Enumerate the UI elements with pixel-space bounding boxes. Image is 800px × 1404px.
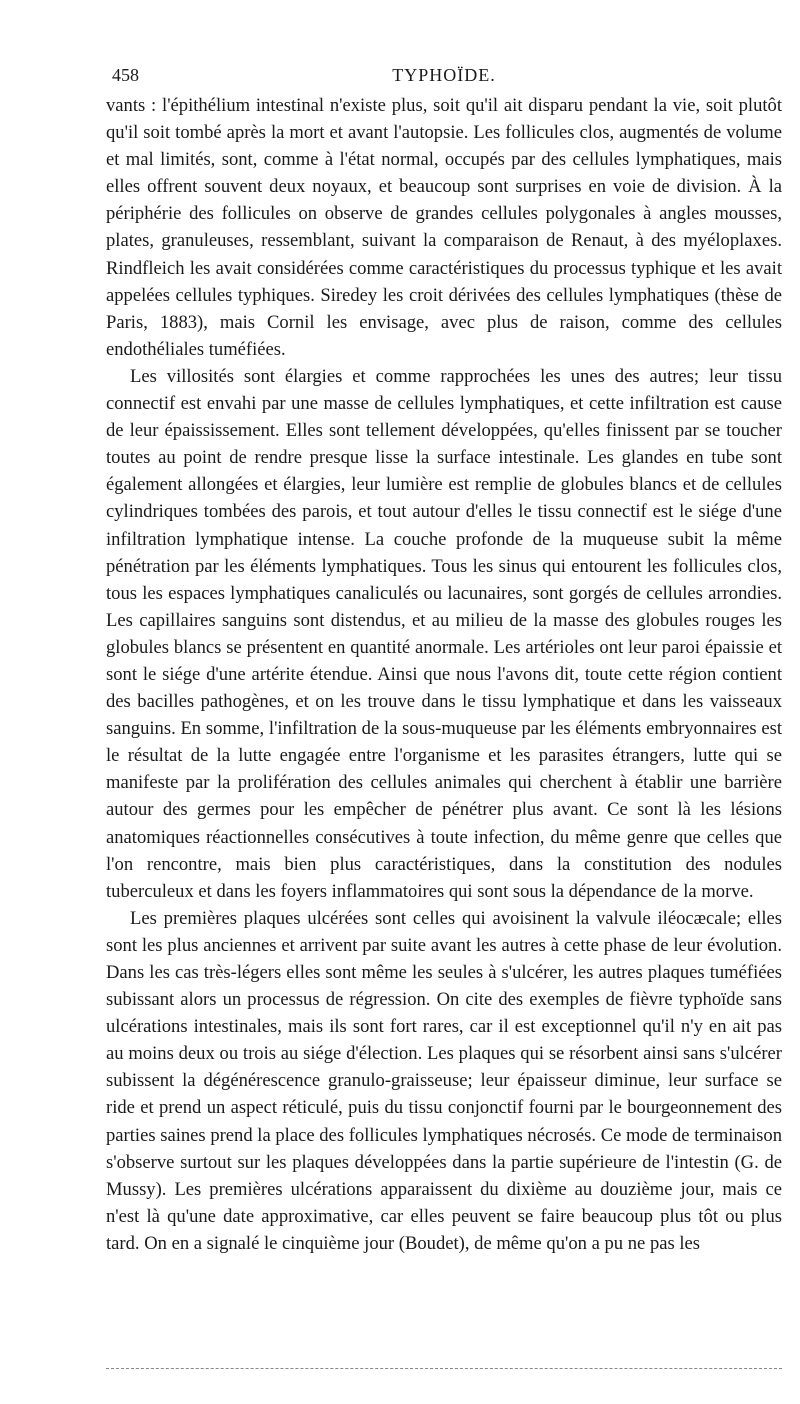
paragraph-plaques: Les premières plaques ulcérées sont celles qui avoisinent la valvule iléocæcale; elles sont les plus anciennes et arrivent par suite avant les autres à cette phase de leur évolution. Dans les cas très-légers elles sont même les seules à s'ulcérer, les autres plaques tuméfiées subissant alors un processus de régression. On cite des exemples de fièvre typhoïde sans ulcérations intestinales, mais ils sont fort rares, car il est exceptionnel qu'il n'y en ait pas au moins deux ou trois au siége d'élection. Les plaques qui se résorbent ainsi sans s'ulcérer subissent la dégénérescence granulo-graisseuse; leur épaisseur diminue, leur surface se ride et prend un aspect réticulé, puis du tissu conjonctif fourni par le bourgeonnement des parties saines prend la place des follicules lymphatiques nécrosés. Ce mode de terminaison s'observe surtout sur les plaques développées dans la partie supérieure de l'intestin (G. de Mussy). Les premières ulcérations apparaissent du dixième au douzième jour, mais ce n'est là qu'une date approximative, car elles peuvent se faire beaucoup plus tôt ou plus tard. On en a signalé le cinquième jour (Boudet), de même qu'on a pu ne pas les (106, 907, 782, 1254)
body-text (106, 92, 782, 1257)
document-page (106, 62, 782, 1257)
paragraph-villosites: Les villosités sont élargies et comme rapprochées les unes des autres; leur tissu connectif est envahi par une masse de cellules lymphatiques, et cette infiltration est cause de leur épaississement. Elles sont tellement développées, qu'elles finissent par se toucher toutes au point de rendre presque lisse la surface intestinale. Les glandes en tube sont également allongées et élargies, leur lumière est remplie de globules blancs et de cellules cylindriques tombées des parois, et tout autour d'elles le tissu connectif est le siége d'une infiltration lymphatique intense. La couche profonde de la muqueuse subit la même pénétration par les éléments lymphatiques. Tous les sinus qui entourent les follicules clos, tous les espaces lymphatiques canaliculés ou lacunaires, sont gorgés de cellules arrondies. Les capillaires sanguins sont distendus, et au milieu de la masse des globules rouges les globules blancs se présentent en quantité anormale. Les artérioles ont leur paroi épaissie et sont le siége d'une artérite étendue. Ainsi que nous l'avons dit, toute cette région contient des bacilles pathogènes, et on les trouve dans le tissu lymphatique et dans les vaisseaux sanguins. En somme, l'infiltration de la sous-muqueuse par les éléments embryonnaires est le résultat de la lutte engagée entre l'organisme et les parasites étrangers, lutte qui se manifeste par la prolifération des cellules animales qui cherchent à établir une barrière autour des germes pour les empêcher de pénétrer plus avant. Ce sont là les lésions anatomiques réactionnelles consécutives à toute infection, du même genre que celles que l'on rencontre, mais bien plus caractéristiques, dans la constitution des nodules tuberculeux et dans les foyers inflammatoires qui sont sous la dépendance de la morve. (106, 365, 782, 902)
page-number: 458 (112, 65, 139, 85)
page-header (106, 62, 782, 88)
footer-dotted-rule (106, 1368, 782, 1369)
running-title: TYPHOÏDE. (392, 65, 496, 85)
paragraph-continued: vants : l'épithélium intestinal n'existe plus, soit qu'il ait disparu pendant la vie, soit plutôt qu'il soit tombé après la mort et avant l'autopsie. Les follicules clos, augmentés de volume et mal limités, sont, comme à l'état normal, occupés par des cellules lymphatiques, mais elles offrent souvent deux noyaux, et beaucoup sont surprises en voie de division. À la périphérie des follicules on observe de grandes cellules polygonales à angles mousses, plates, granuleuses, ressemblant, suivant la comparaison de Renaut, à des myéloplaxes. Rindfleich les avait considérées comme caractéristiques du processus typhique et les avait appelées cellules typhiques. Siredey les croit dérivées des cellules lymphatiques (thèse de Paris, 1883), mais Cornil les envisage, avec plus de raison, comme des cellules endothéliales tuméfiées. (106, 95, 782, 360)
